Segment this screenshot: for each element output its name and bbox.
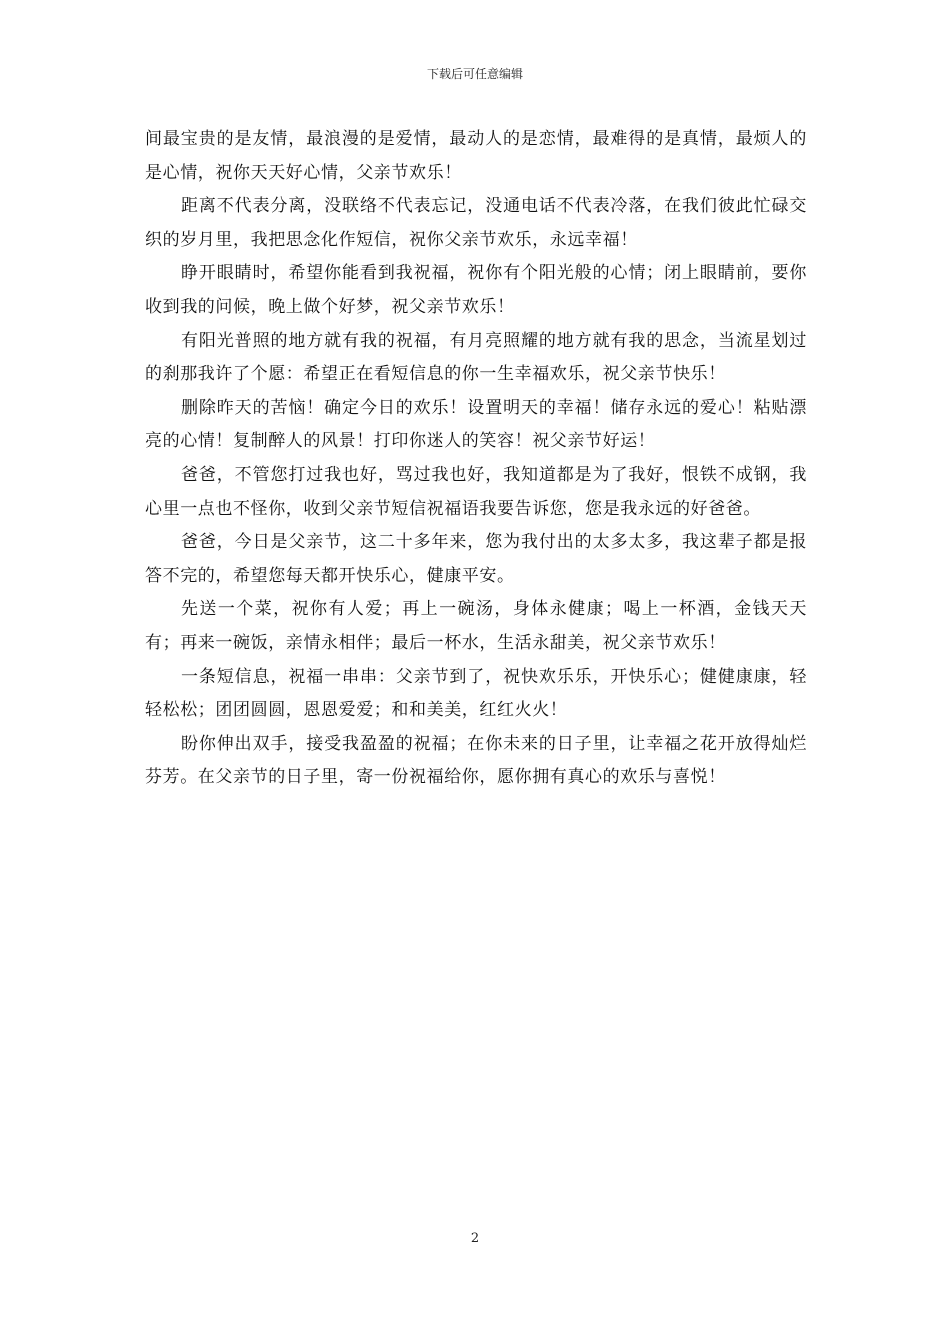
page-header: 下载后可任意编辑 [426, 67, 523, 81]
paragraph-8: 先送一个菜，祝你有人爱；再上一碗汤，身体永健康；喝上一杯酒，金钱天天有；再来一碗饭，亲情永相伴；最后一杯水，生活永甜美，祝父亲节欢乐！ [145, 599, 807, 653]
paragraph-3: 睁开眼睛时，希望你能看到我祝福，祝你有个阳光般的心情；闭上眼睛前，要你收到我的问候，晚上做个好梦，祝父亲节欢乐！ [145, 263, 807, 317]
page-number: 2 [470, 1231, 480, 1246]
paragraph-5: 删除昨天的苦恼！确定今日的欢乐！设置明天的幸福！储存永远的爱心！粘贴漂亮的心情！复制醉人的风景！打印你迷人的笑容！祝父亲节好运！ [145, 397, 807, 452]
document-body [145, 123, 807, 795]
paragraph-1: 间最宝贵的是友情，最浪漫的是爱情，最动人的是恋情，最难得的是真情，最烦人的是心情，祝你天天好心情，父亲节欢乐！ [145, 129, 807, 183]
paragraph-2: 距离不代表分离，没联络不代表忘记，没通电话不代表冷落，在我们彼此忙碌交织的岁月里，我把思念化作短信，祝你父亲节欢乐，永远幸福！ [145, 196, 807, 250]
paragraph-9: 一条短信息，祝福一串串：父亲节到了，祝快欢乐乐，开快乐心；健健康康，轻轻松松；团团圆圆，恩恩爱爱；和和美美，红红火火！ [145, 666, 807, 721]
paragraph-4: 有阳光普照的地方就有我的祝福，有月亮照耀的地方就有我的思念，当流星划过的刹那我许了个愿：希望正在看短信息的你一生幸福欢乐，祝父亲节快乐！ [145, 330, 807, 385]
paragraph-10: 盼你伸出双手，接受我盈盈的祝福；在你未来的日子里，让幸福之花开放得灿烂芬芳。在父亲节的日子里，寄一份祝福给你，愿你拥有真心的欢乐与喜悦！ [145, 733, 807, 788]
paragraph-7: 爸爸，今日是父亲节，这二十多年来，您为我付出的太多太多，我这辈子都是报答不完的，希望您每天都开快乐心，健康平安。 [145, 532, 807, 586]
paragraph-6: 爸爸，不管您打过我也好，骂过我也好，我知道都是为了我好，恨铁不成钢，我心里一点也不怪你，收到父亲节短信祝福语我要告诉您，您是我永远的好爸爸。 [145, 464, 807, 519]
